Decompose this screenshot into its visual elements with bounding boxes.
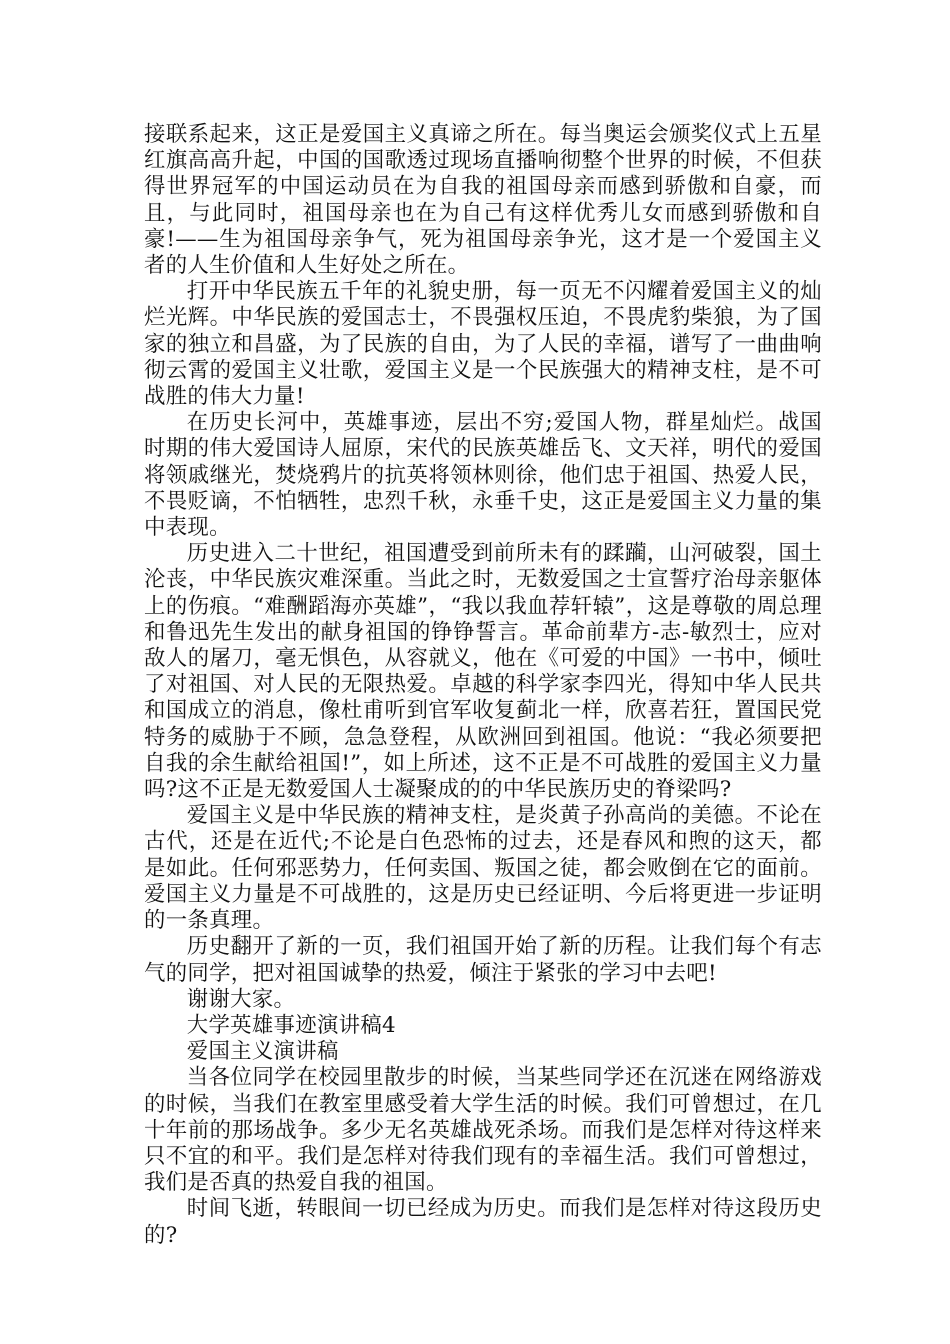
document-page: [144, 122, 822, 1249]
paragraph-thanks: 谢谢大家。: [186, 986, 296, 1012]
section-heading: 大学英雄事迹演讲稿4: [186, 1012, 396, 1038]
paragraph-continuation: 接联系起来，这正是爱国主义真谛之所在。每当奥运会颁奖仪式上五星红旗高高升起，中国的国歌透过现场直播响彻整个世界的时候，不但获得世界冠军的中国运动员在为自我的祖国母亲而感到骄傲和自豪，而且，与此同时，祖国母亲也在为自己有这样优秀儿女而感到骄傲和自豪!——生为祖国母亲争气，死为祖国母亲争光，这才是一个爱国主义者的人生价值和人生好处之所在。: [144, 122, 822, 279]
paragraph-spiritual-pillar: 爱国主义是中华民族的精神支柱，是炎黄子孙高尚的美德。不论在古代，还是在近代;不论是白色恐怖的过去，还是春风和煦的这天，都是如此。任何邪恶势力，任何卖国、叛国之徒，都会败倒在它的面前。爱国主义力量是不可战胜的，这是历史已经证明、今后将更进一步证明的一条真理。: [144, 803, 822, 934]
paragraph-history-book: 打开中华民族五千年的礼貌史册，每一页无不闪耀着爱国主义的灿烂光辉。中华民族的爱国志士，不畏强权压迫，不畏虎豹柴狼，为了国家的独立和昌盛，为了民族的自由，为了人民的幸福，谱写了一曲曲响彻云霄的爱国主义壮歌，爱国主义是一个民族强大的精神支柱，是不可战胜的伟大力量!: [144, 279, 822, 410]
paragraph-new-page: 历史翻开了新的一页，我们祖国开始了新的历程。让我们每个有志气的同学，把对祖国诚挚的热爱，倾注于紧张的学习中去吧!: [144, 934, 822, 986]
paragraph-twentieth-century: 历史进入二十世纪，祖国遭受到前所未有的蹂躏，山河破裂，国土沦丧，中华民族灾难深重。当此之时，无数爱国之士宣誓疗治母亲躯体上的伤痕。“难酬蹈海亦英雄”，“我以我血荐轩辕”，这是尊敬的周总理和鲁迅先生发出的献身祖国的铮铮誓言。革命前辈方-志-敏烈士，应对敌人的屠刀，毫无惧色，从容就义，他在《可爱的中国》一书中，倾吐了对祖国、对人民的无限热爱。卓越的科学家李四光，得知中华人民共和国成立的消息，像杜甫听到官军收复蓟北一样，欣喜若狂，置国民党特务的威胁于不顾，急急登程，从欧洲回到祖国。他说：“我必须要把自我的余生献给祖国!”，如上所述，这不正是不可战胜的爱国主义力量吗?这不正是无数爱国人士凝聚成的的中华民族历史的脊梁吗?: [144, 541, 822, 803]
paragraph-time-flies: 时间飞逝，转眼间一切已经成为历史。而我们是怎样对待这段历史的?: [144, 1196, 822, 1248]
paragraph-heroes: 在历史长河中，英雄事迹，层出不穷;爱国人物，群星灿烂。战国时期的伟大爱国诗人屈原，宋代的民族英雄岳飞、文天祥，明代的爱国将领戚继光，焚烧鸦片的抗英将领林则徐，他们忠于祖国、热爱人民，不畏贬谪，不怕牺牲，忠烈千秋，永垂千史，这正是爱国主义力量的集中表现。: [144, 410, 822, 541]
paragraph-campus: 当各位同学在校园里散步的时候，当某些同学还在沉迷在网络游戏的时候，当我们在教室里感受着大学生活的时候。我们可曾想过，在几十年前的那场战争。多少无名英雄战死杀场。而我们是怎样对待这样来只不宜的和平。我们是怎样对待我们现有的幸福生活。我们可曾想过，我们是否真的热爱自我的祖国。: [144, 1065, 822, 1196]
speech-title: 爱国主义演讲稿: [186, 1039, 339, 1065]
